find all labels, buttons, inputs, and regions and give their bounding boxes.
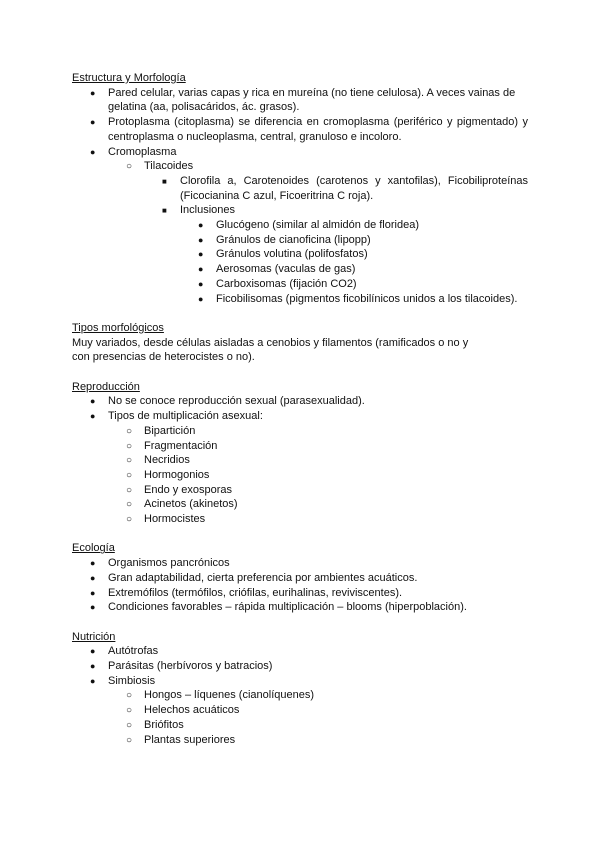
- bullet-disc-icon: [90, 674, 102, 689]
- spacer: [72, 306, 528, 321]
- list-item: ● Parásitas (herbívoros y batracios): [72, 659, 528, 674]
- list-item: ● Autótrofas: [72, 644, 528, 659]
- bullet-circle-icon: [126, 453, 138, 469]
- list-item: ● Tipos de multiplicación asexual: ○ Bipartición ○ Fragmentación ○ Necridios ○ Hormogonios ○ Endo y exosporas ○ Acinetos (akinetos) ○ Hormocistes: [72, 409, 528, 527]
- bullet-circle-icon: [126, 718, 138, 734]
- list-item: ● No se conoce reproducción sexual (parasexualidad).: [72, 394, 528, 409]
- section-nutricion: [72, 630, 528, 748]
- spacer: [72, 527, 528, 542]
- heading-ecologia: Ecología: [72, 542, 115, 555]
- simbiosis-sublist: [72, 688, 528, 747]
- list-item: ○ Plantas superiores: [72, 733, 528, 748]
- list-item: ● Ficobilisomas (pigmentos ficobilínicos unidos a los tilacoides).: [72, 292, 528, 307]
- list-item: ○ Tilacoides ■ Clorofila a, Carotenoides (carotenos y xantofilas), Ficobiliproteínas (Ficocianina C azul, Ficoeritrina C roja). ■ Inclusiones ● Glucógeno (similar al almidón de floridea) ● Gránulos de cianoficina (lipopp) ● Gránulos volutina (polifosfatos) ● Aerosomas (vaculas de gas) ● Carboxisomas (fijación CO2) ● Ficobilisomas (pigmentos ficobilínicos unidos a los tilacoides).: [72, 159, 528, 306]
- section-tipos: [72, 321, 528, 365]
- bullet-disc-icon: [90, 409, 102, 424]
- spacer: [72, 365, 528, 380]
- bullet-square-icon: [162, 203, 174, 219]
- bullet-circle-icon: [126, 512, 138, 528]
- list-item: ○ Bipartición: [72, 424, 528, 439]
- list-item: ● Pared celular, varias capas y rica en mureína (no tiene celulosa). A veces vainas de gelatina (aa, polisacáridos, ác. grasos).: [72, 86, 528, 115]
- bullet-disc-icon: [198, 218, 210, 233]
- bullet-disc-icon: [198, 277, 210, 292]
- list-item: ○ Acinetos (akinetos): [72, 497, 528, 512]
- bullet-circle-icon: [126, 159, 138, 175]
- bullet-disc-icon: [90, 115, 102, 130]
- bullet-disc-icon: [90, 145, 102, 160]
- list-item: ○ Hormogonios: [72, 468, 528, 483]
- list-item: ○ Briófitos: [72, 718, 528, 733]
- bullet-disc-icon: [198, 247, 210, 262]
- multiplicacion-sublist: [72, 424, 528, 527]
- list-item: ■ Inclusiones ● Glucógeno (similar al almidón de floridea) ● Gránulos de cianoficina (lipopp) ● Gránulos volutina (polifosfatos) ● Aerosomas (vaculas de gas) ● Carboxisomas (fijación CO2) ● Ficobilisomas (pigmentos ficobilínicos unidos a los tilacoides).: [72, 203, 528, 306]
- bullet-disc-icon: [90, 659, 102, 674]
- nutricion-list: [72, 644, 528, 747]
- bullet-square-icon: [162, 174, 174, 190]
- section-estructura: [72, 71, 528, 306]
- bullet-disc-icon: [198, 262, 210, 277]
- inclusiones-sublist: [72, 218, 528, 306]
- list-item: ○ Necridios: [72, 453, 528, 468]
- list-item: ● Gránulos de cianoficina (lipopp): [72, 233, 528, 248]
- list-item: ● Glucógeno (similar al almidón de floridea): [72, 218, 528, 233]
- bullet-circle-icon: [126, 703, 138, 719]
- heading-estructura: Estructura y Morfología: [72, 72, 186, 84]
- bullet-disc-icon: [198, 292, 210, 307]
- bullet-disc-icon: [90, 586, 102, 601]
- list-item: ● Gránulos volutina (polifosfatos): [72, 247, 528, 262]
- tilacoides-sublist: [72, 174, 528, 306]
- list-item: ● Carboxisomas (fijación CO2): [72, 277, 528, 292]
- bullet-circle-icon: [126, 688, 138, 704]
- heading-reproduccion: Reproducción: [72, 380, 140, 393]
- heading-nutricion: Nutrición: [72, 630, 116, 643]
- list-item: ● Condiciones favorables – rápida multiplicación – blooms (hiperpoblación).: [72, 600, 528, 615]
- bullet-disc-icon: [198, 233, 210, 248]
- list-item: ● Extremófilos (termófilos, criófilas, eurihalinas, reviviscentes).: [72, 586, 528, 601]
- section-ecologia: [72, 541, 528, 615]
- list-item: ● Aerosomas (vaculas de gas): [72, 262, 528, 277]
- tipos-paragraph: Muy variados, desde células aisladas a cenobios y filamentos (ramificados o no y con presencias de heterocistes o no).: [72, 336, 469, 364]
- bullet-disc-icon: [90, 600, 102, 615]
- estructura-list: [72, 86, 528, 307]
- ecologia-list: [72, 556, 528, 615]
- bullet-circle-icon: [126, 439, 138, 455]
- list-item: ○ Endo y exosporas: [72, 483, 528, 498]
- section-reproduccion: [72, 380, 528, 527]
- bullet-circle-icon: [126, 497, 138, 513]
- reproduccion-list: [72, 394, 528, 526]
- list-item: ● Organismos pancrónicos: [72, 556, 528, 571]
- list-item: ● Simbiosis ○ Hongos – líquenes (cianolíquenes) ○ Helechos acuáticos ○ Briófitos ○ Plantas superiores: [72, 674, 528, 748]
- bullet-disc-icon: [90, 394, 102, 409]
- bullet-circle-icon: [126, 468, 138, 484]
- cromoplasma-sublist: [72, 159, 528, 306]
- list-item: ● Protoplasma (citoplasma) se diferencia en cromoplasma (periférico y pigmentado) y centroplasma o nucleoplasma, central, granuloso e incoloro.: [72, 115, 528, 144]
- bullet-disc-icon: [90, 86, 102, 101]
- bullet-circle-icon: [126, 483, 138, 499]
- list-item: ● Gran adaptabilidad, cierta preferencia por ambientes acuáticos.: [72, 571, 528, 586]
- bullet-disc-icon: [90, 571, 102, 586]
- document-content: [72, 71, 528, 747]
- list-item: ○ Hongos – líquenes (cianolíquenes): [72, 688, 528, 703]
- bullet-disc-icon: [90, 644, 102, 659]
- list-item: ● Cromoplasma ○ Tilacoides ■ Clorofila a, Carotenoides (carotenos y xantofilas), Ficobiliproteínas (Ficocianina C azul, Ficoeritrina C roja). ■ Inclusiones ● Glucógeno (similar al almidón de floridea) ● Gránulos de cianoficina (lipopp) ● Gránulos volutina (polifosfatos) ● Aerosomas (vaculas de gas) ● Carboxisomas (fijación CO2) ● Ficobilisomas (pigmentos ficobilínicos unidos a los tilacoides).: [72, 145, 528, 307]
- list-item: ○ Fragmentación: [72, 439, 528, 454]
- bullet-circle-icon: [126, 424, 138, 440]
- list-item: ○ Hormocistes: [72, 512, 528, 527]
- bullet-circle-icon: [126, 733, 138, 749]
- spacer: [72, 615, 528, 630]
- list-item: ○ Helechos acuáticos: [72, 703, 528, 718]
- bullet-disc-icon: [90, 556, 102, 571]
- list-item: ■ Clorofila a, Carotenoides (carotenos y xantofilas), Ficobiliproteínas (Ficocianina C azul, Ficoeritrina C roja).: [72, 174, 528, 203]
- heading-tipos: Tipos morfológicos: [72, 321, 164, 334]
